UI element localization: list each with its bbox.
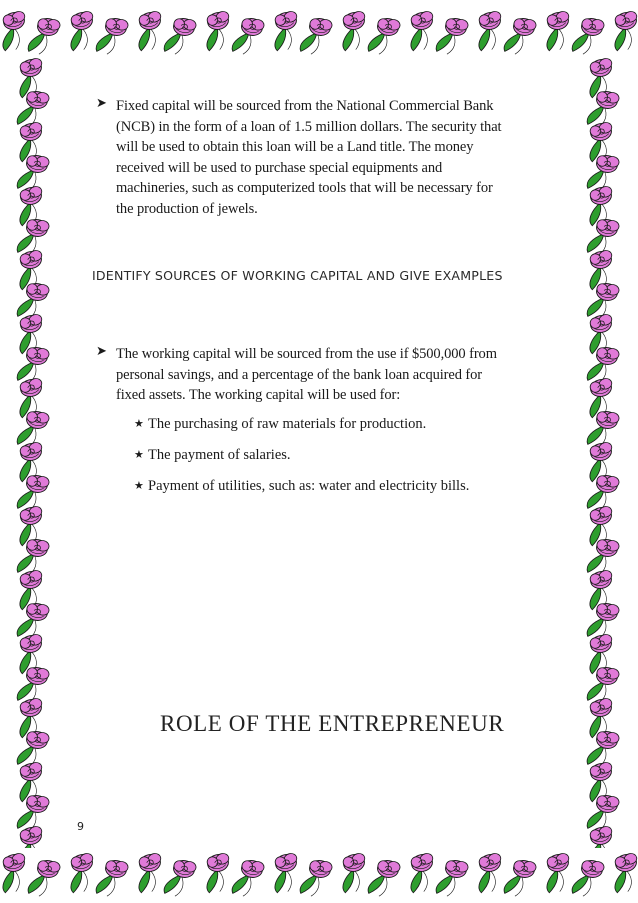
- working-capital-line: The working capital will be sourced from the use if $500,000 from: [116, 346, 497, 362]
- fixed-capital-line: the production of jewels.: [116, 200, 258, 217]
- fixed-capital-line: (NCB) in the form of a loan of 1.5 million dollars. The security that: [116, 118, 502, 135]
- working-capital-line: fixed assets. The working capital will be used for:: [116, 387, 401, 403]
- star-bullet-icon: ★: [134, 448, 144, 461]
- list-item: [134, 414, 564, 445]
- use-text: The purchasing of raw materials for production.: [148, 416, 427, 432]
- arrow-bullet-icon: ➤: [96, 96, 107, 111]
- role-heading: ROLE OF THE ENTREPRENEUR: [160, 711, 505, 736]
- working-capital-uses-list: [134, 414, 564, 507]
- use-text: Payment of utilities, such as: water and electricity bills.: [148, 478, 470, 494]
- list-item: [134, 445, 564, 476]
- working-capital-heading: IDENTIFY SOURCES OF WORKING CAPITAL AND GIVE EXAMPLES: [92, 268, 503, 283]
- page-number: 9: [77, 820, 84, 833]
- list-item: [134, 476, 564, 507]
- fixed-capital-line: Fixed capital will be sourced from the National Commercial Bank: [116, 98, 494, 114]
- use-text: The payment of salaries.: [148, 447, 291, 463]
- fixed-capital-line: machineries, such as computerized tools that will be necessary for: [116, 180, 493, 196]
- star-bullet-icon: ★: [134, 417, 144, 430]
- fixed-capital-bullet: [94, 96, 564, 219]
- working-capital-bullet: [94, 344, 564, 406]
- fixed-capital-line: received will be used to purchase special equipments and: [116, 159, 443, 176]
- star-bullet-icon: ★: [134, 479, 144, 492]
- working-capital-line: personal savings, and a percentage of the bank loan acquired for: [116, 366, 483, 383]
- fixed-capital-line: will be used to obtain this loan will be a Land title. The money: [116, 139, 474, 155]
- arrow-bullet-icon: ➤: [96, 344, 107, 359]
